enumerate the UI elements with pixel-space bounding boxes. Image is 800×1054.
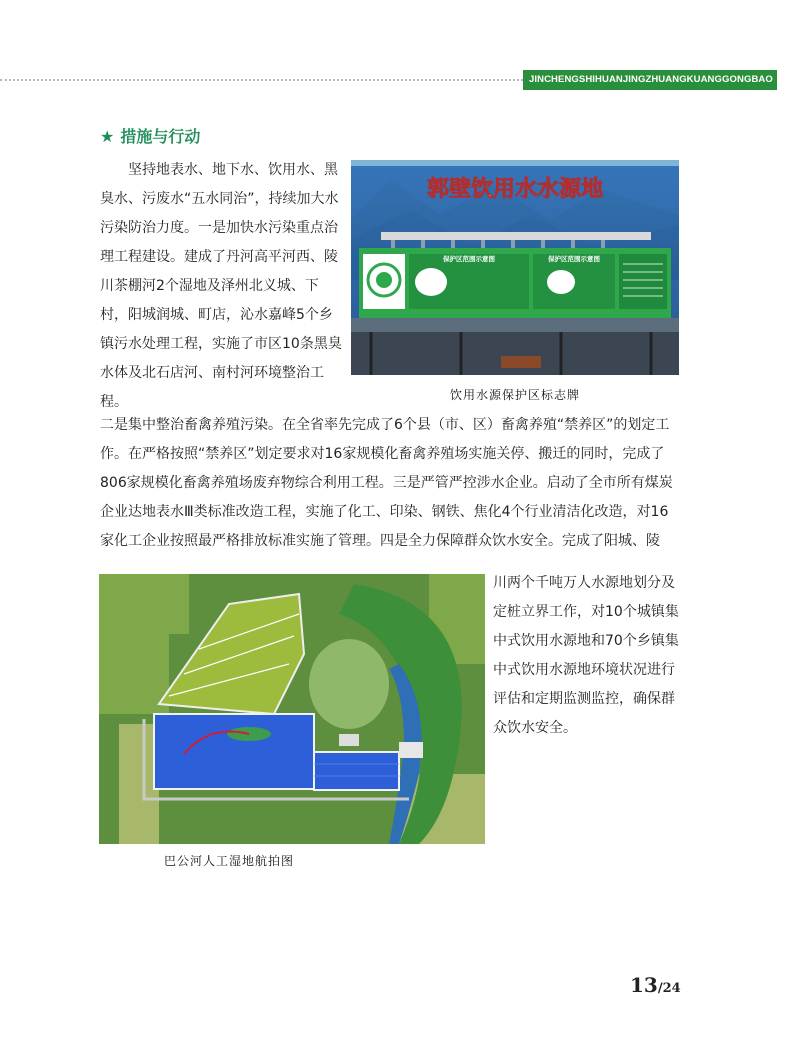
page-current: 13 [630, 973, 658, 997]
header-dotted-rule [0, 79, 527, 81]
page-number [630, 973, 681, 997]
section-title: 措施与行动 [120, 127, 201, 146]
paragraph-text: 川两个千吨万人水源地划分及定桩立界工作，对10个城镇集中式饮用水源地和70个乡镇集中式饮用水源地环境状况进行评估和定期监测监控，确保群众饮水安全。 [493, 575, 679, 736]
star-icon: ★ [100, 127, 115, 146]
photo-caption: 巴公河人工湿地航拍图 [163, 854, 294, 868]
header-banner: JINCHENGSHIHUANJINGZHUANGKUANGGONGBAO [523, 70, 777, 90]
water-source-sign-photo [351, 160, 679, 375]
body-paragraph-right [493, 569, 681, 743]
paragraph-text: 坚持地表水、地下水、饮用水、黑臭水、污废水“五水同治”，持续加大水污染防治力度。一是加快水污染重点治理工程建设。建成了丹河高平河西、陵川茶棚河2个湿地及泽州北义城、下村，阳城润城、町店，沁水嘉峰5个乡镇污水处理工程，实施了市区10条黑臭水体及北石店河、南村河环境整治工程。 [100, 162, 342, 410]
wetland-aerial-photo [99, 574, 485, 844]
paragraph-text: 二是集中整治畜禽养殖污染。在全省率先完成了6个县（市、区）畜禽养殖“禁养区”的划定工作。在严格按照“禁养区”划定要求对16家规模化畜禽养殖场实施关停、搬迁的同时，完成了806家规模化畜禽养殖场废弃物综合利用工程。三是严管严控涉水企业。启动了全市所有煤炭企业达地表水Ⅲ类标准改造工程，实施了化工、印染、钢铁、焦化4个行业清洁化改造，对16家化工企业按照最严格排放标准实施了管理。四是全力保障群众饮水安全。完成了阳城、陵 [100, 417, 673, 549]
photo-caption: 饮用水源保护区标志牌 [449, 388, 580, 402]
page-total: /24 [657, 981, 681, 996]
body-paragraph-left [100, 156, 345, 417]
panel-title: 保护区范围示意图 [443, 255, 495, 263]
panel-title: 保护区范围示意图 [548, 255, 600, 263]
sign-title: 郭壁饮用水水源地 [426, 176, 604, 202]
section-heading [100, 124, 200, 147]
body-paragraph-full [100, 411, 680, 556]
